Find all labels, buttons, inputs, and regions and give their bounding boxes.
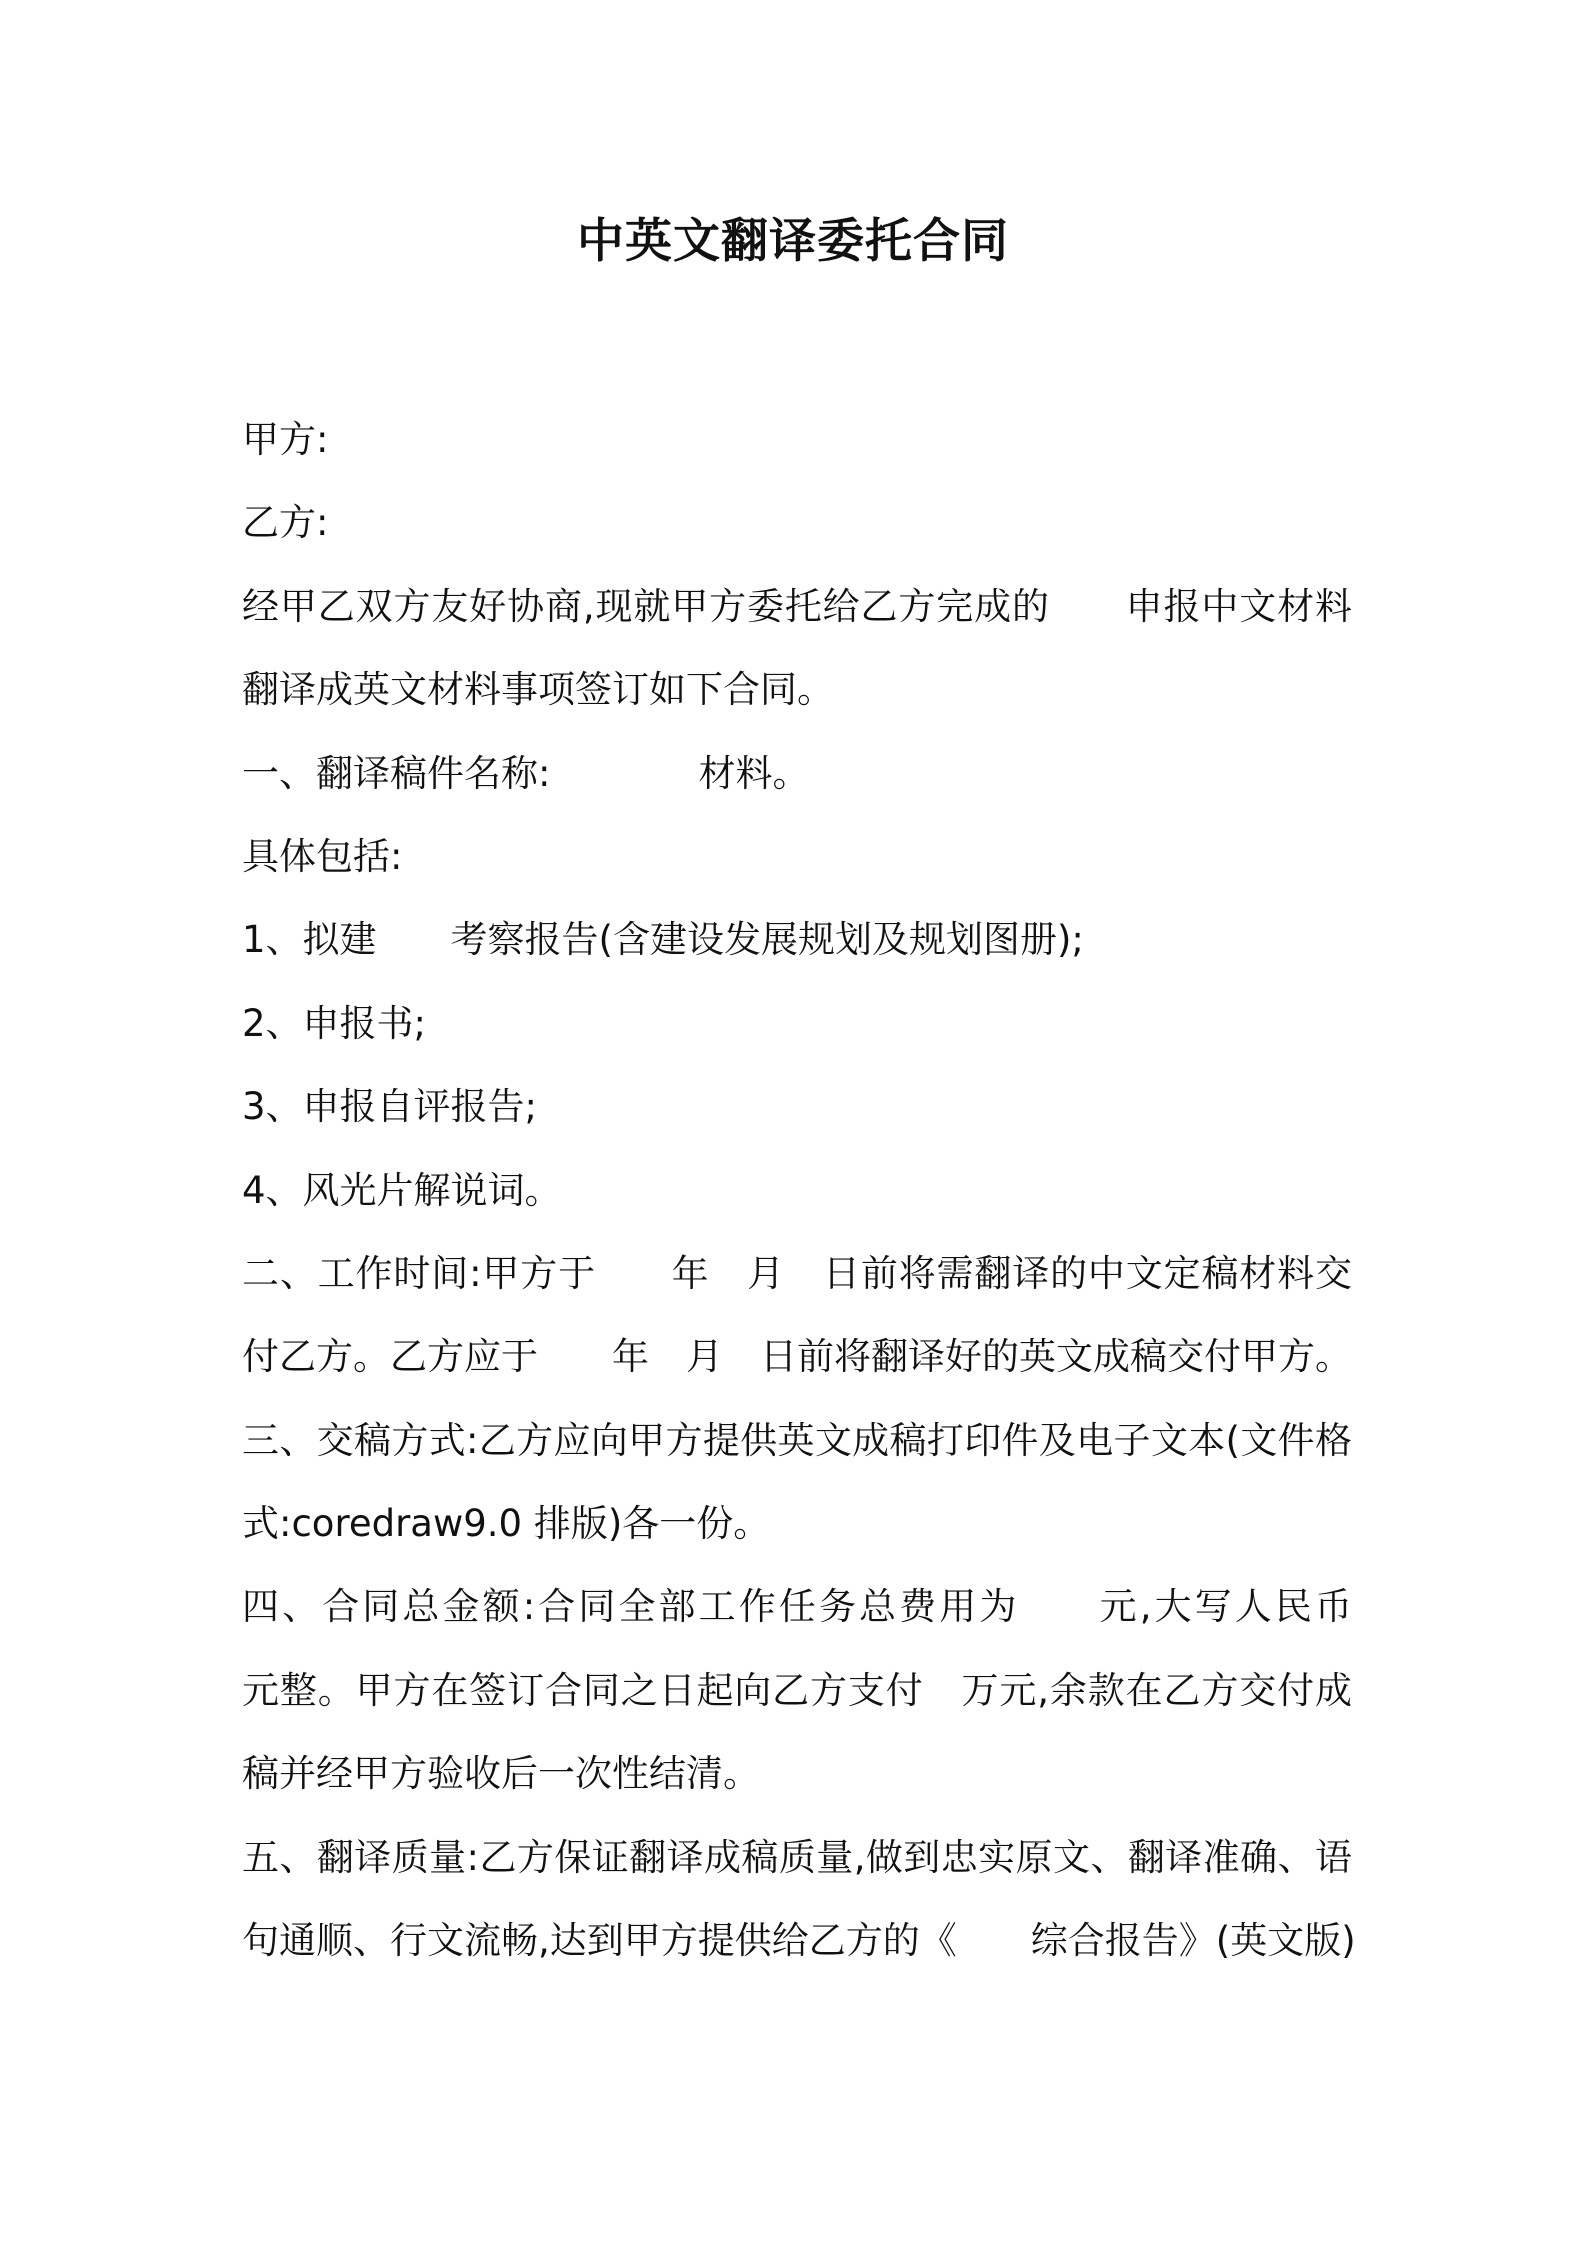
clause-3-line-2: 式:coredraw9.0 排版)各一份。 xyxy=(242,1502,771,1546)
clause-4-line-3: 稿并经甲方验收后一次性结清。 xyxy=(242,1752,760,1796)
clause-1-title: 一、翻译稿件名称: 材料。 xyxy=(242,751,810,795)
preamble-line-2: 翻译成英文材料事项签订如下合同。 xyxy=(242,668,834,712)
party-b-line: 乙方: xyxy=(242,501,329,545)
clause-1-item-1: 1、拟建 考察报告(含建设发展规划及规划图册); xyxy=(242,918,1084,962)
clause-5-line-1: 五、翻译质量:乙方保证翻译成稿质量,做到忠实原文、翻译准确、语 xyxy=(242,1835,1352,1879)
clause-1-item-2: 2、申报书; xyxy=(242,1001,427,1045)
contract-body xyxy=(242,398,1356,1982)
party-a-line: 甲方: xyxy=(242,418,329,461)
clause-1-includes: 具体包括: xyxy=(242,834,403,878)
clause-1-item-4: 4、风光片解说词。 xyxy=(242,1168,562,1212)
clause-4-line-1: 四、合同总金额:合同全部工作任务总费用为 元,大写人民币 xyxy=(242,1585,1352,1629)
clause-3-line-1: 三、交稿方式:乙方应向甲方提供英文成稿打印件及电子文本(文件格 xyxy=(242,1418,1352,1462)
clause-4-line-2: 元整。甲方在签订合同之日起向乙方支付 万元,余款在乙方交付成 xyxy=(242,1668,1352,1712)
document-title: 中英文翻译委托合同 xyxy=(577,214,1009,269)
clause-5-line-2: 句通顺、行文流畅,达到甲方提供给乙方的《 综合报告》(英文版) xyxy=(242,1919,1356,1963)
clause-2-line-1: 二、工作时间:甲方于 年 月 日前将需翻译的中文定稿材料交 xyxy=(242,1251,1352,1295)
clause-1-item-3: 3、申报自评报告; xyxy=(242,1085,538,1129)
clause-2-line-2: 付乙方。乙方应于 年 月 日前将翻译好的英文成稿交付甲方。 xyxy=(242,1335,1352,1379)
preamble-line-1: 经甲乙双方友好协商,现就甲方委托给乙方完成的 申报中文材料 xyxy=(242,584,1352,628)
